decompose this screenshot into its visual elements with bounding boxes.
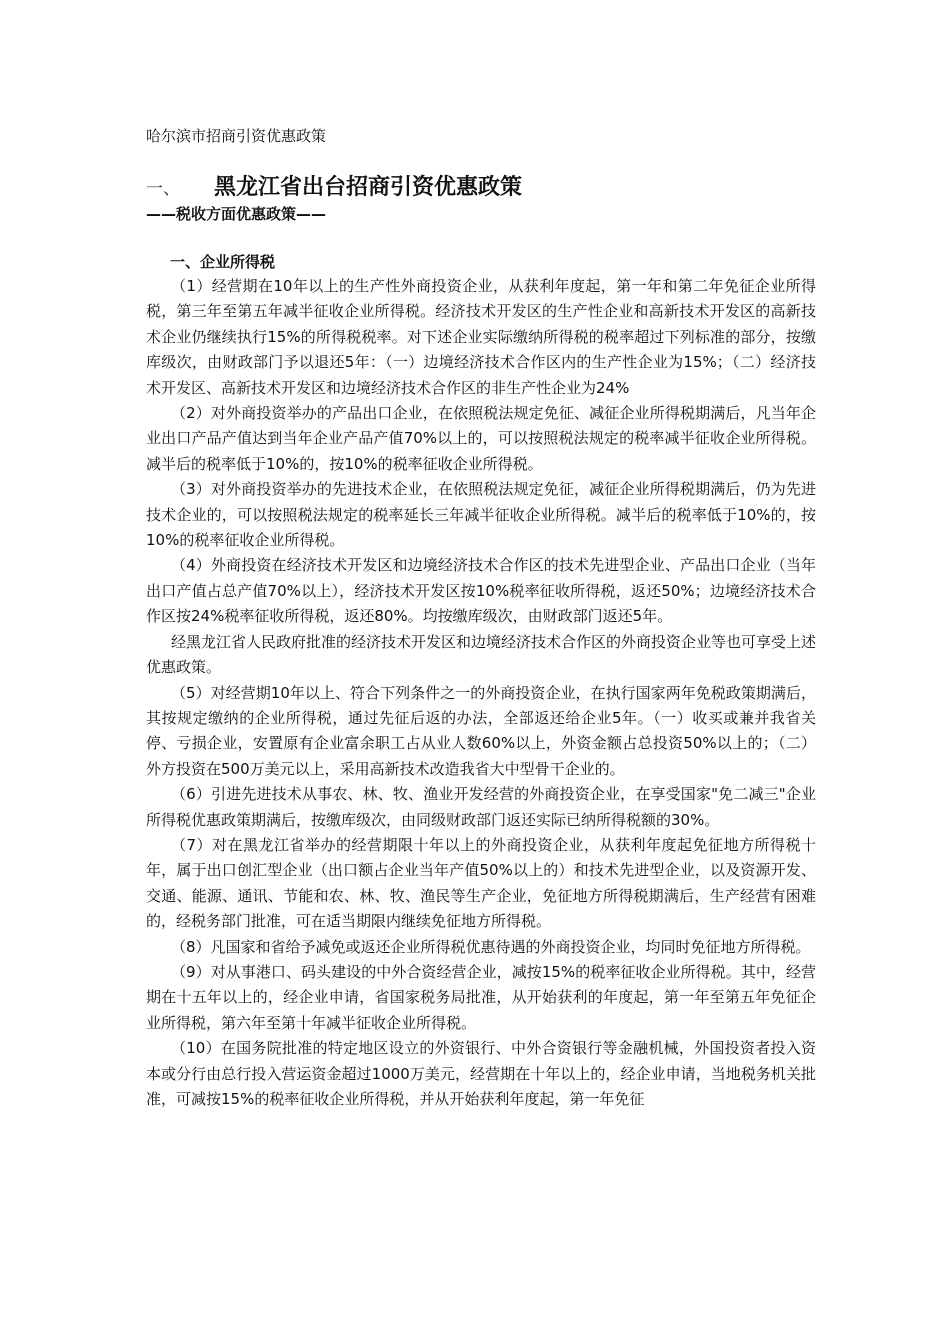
paragraph: （10）在国务院批准的特定地区设立的外资银行、中外合资银行等金融机械，外国投资者投入资本或分行由总行投入营运资金超过1000万美元，经营期在十年以上的，经企业申请，当地税务机关批准，可减按15%的税率征收企业所得税，并从开始获利年度起，第一年免征 bbox=[146, 1039, 816, 1108]
section-title: 黑龙江省出台招商引资优惠政策 bbox=[214, 175, 523, 200]
item-heading: 一、企业所得税 bbox=[170, 253, 276, 271]
paragraph: （5）对经营期10年以上、符合下列条件之一的外商投资企业，在执行国家两年免税政策期满后，其按规定缴纳的企业所得税，通过先征后返的办法，全部返还给企业5年。（一）收买或兼并我省关停、亏损企业，安置原有企业富余职工占从业人数60%以上，外资金额占总投资50%以上的；（二）外方投资在500万美元以上，采用高新技术改造我省大中型骨干企业的。 bbox=[146, 683, 816, 778]
section-subheading: ——税收方面优惠政策—— bbox=[146, 205, 327, 223]
section-number: 一、 bbox=[146, 179, 180, 199]
paragraph: （9）对从事港口、码头建设的中外合资经营企业，减按15%的税率征收企业所得税。其中，经营期在十五年以上的，经企业申请，省国家税务局批准，从开始获利的年度起，第一年至第五年免征企业所得税，第六年至第十年减半征收企业所得税。 bbox=[146, 962, 816, 1032]
paragraph: （2）对外商投资举办的产品出口企业，在依照税法规定免征、减征企业所得税期满后，凡当年企业出口产品产值达到当年企业产品产值70%以上的，可以按照税法规定的税率减半征收企业所得税。减半后的税率低于10%的，按10%的税率征收企业所得税。 bbox=[146, 404, 816, 473]
body-text bbox=[146, 274, 816, 1112]
paragraph: （7）对在黑龙江省举办的经营期限十年以上的外商投资企业，从获利年度起免征地方所得税十年，属于出口创汇型企业（出口额占企业当年产值50%以上的）和技术先进型企业，以及资源开发、交通、能源、通讯、节能和农、林、牧、渔民等生产企业，免征地方所得税期满后，生产经营有困难的，经税务部门批准，可在适当期限内继续免征地方所得税。 bbox=[146, 835, 816, 931]
paragraph: （4）外商投资在经济技术开发区和边境经济技术合作区的技术先进型企业、产品出口企业（当年出口产值占总产值70%以上），经济技术开发区按10%税率征收所得税，返还50%；边境经济技术合作区按24%税率征收所得税，返还80%。均按缴库级次，由财政部门返还5年。 bbox=[146, 556, 816, 626]
paragraph: 经黑龙江省人民政府批准的经济技术开发区和边境经济技术合作区的外商投资企业等也可享受上述优惠政策。 bbox=[146, 632, 817, 677]
document-title: 哈尔滨市招商引资优惠政策 bbox=[146, 127, 327, 145]
paragraph: （3）对外商投资举办的先进技术企业，在依照税法规定免征，减征企业所得税期满后，仍为先进技术企业的，可以按照税法规定的税率延长三年减半征收企业所得税。减半后的税率低于10%的，按10%的税率征收企业所得税。 bbox=[146, 480, 816, 550]
paragraph: （8）凡国家和省给予减免或返还企业所得税优惠待遇的外商投资企业，均同时免征地方所得税。 bbox=[171, 937, 811, 956]
paragraph: （6）引进先进技术从事农、林、牧、渔业开发经营的外商投资企业，在享受国家"免二减三"企业所得税优惠政策期满后，按缴库级次，由同级财政部门返还实际已纳所得税额的30%。 bbox=[146, 785, 816, 829]
paragraph: （1）经营期在10年以上的生产性外商投资企业，从获利年度起，第一年和第二年免征企业所得税，第三年至第五年减半征收企业所得税。经济技术开发区的生产性企业和高新技术开发区的高新技术企业仍继续执行15%的所得税税率。对下述企业实际缴纳所得税的税率超过下列标准的部分，按缴库级次，由财政部门予以退还5年：（一）边境经济技术合作区内的生产性企业为15%；（二）经济技术开发区、高新技术开发区和边境经济技术合作区的非生产性企业为24% bbox=[146, 277, 816, 397]
